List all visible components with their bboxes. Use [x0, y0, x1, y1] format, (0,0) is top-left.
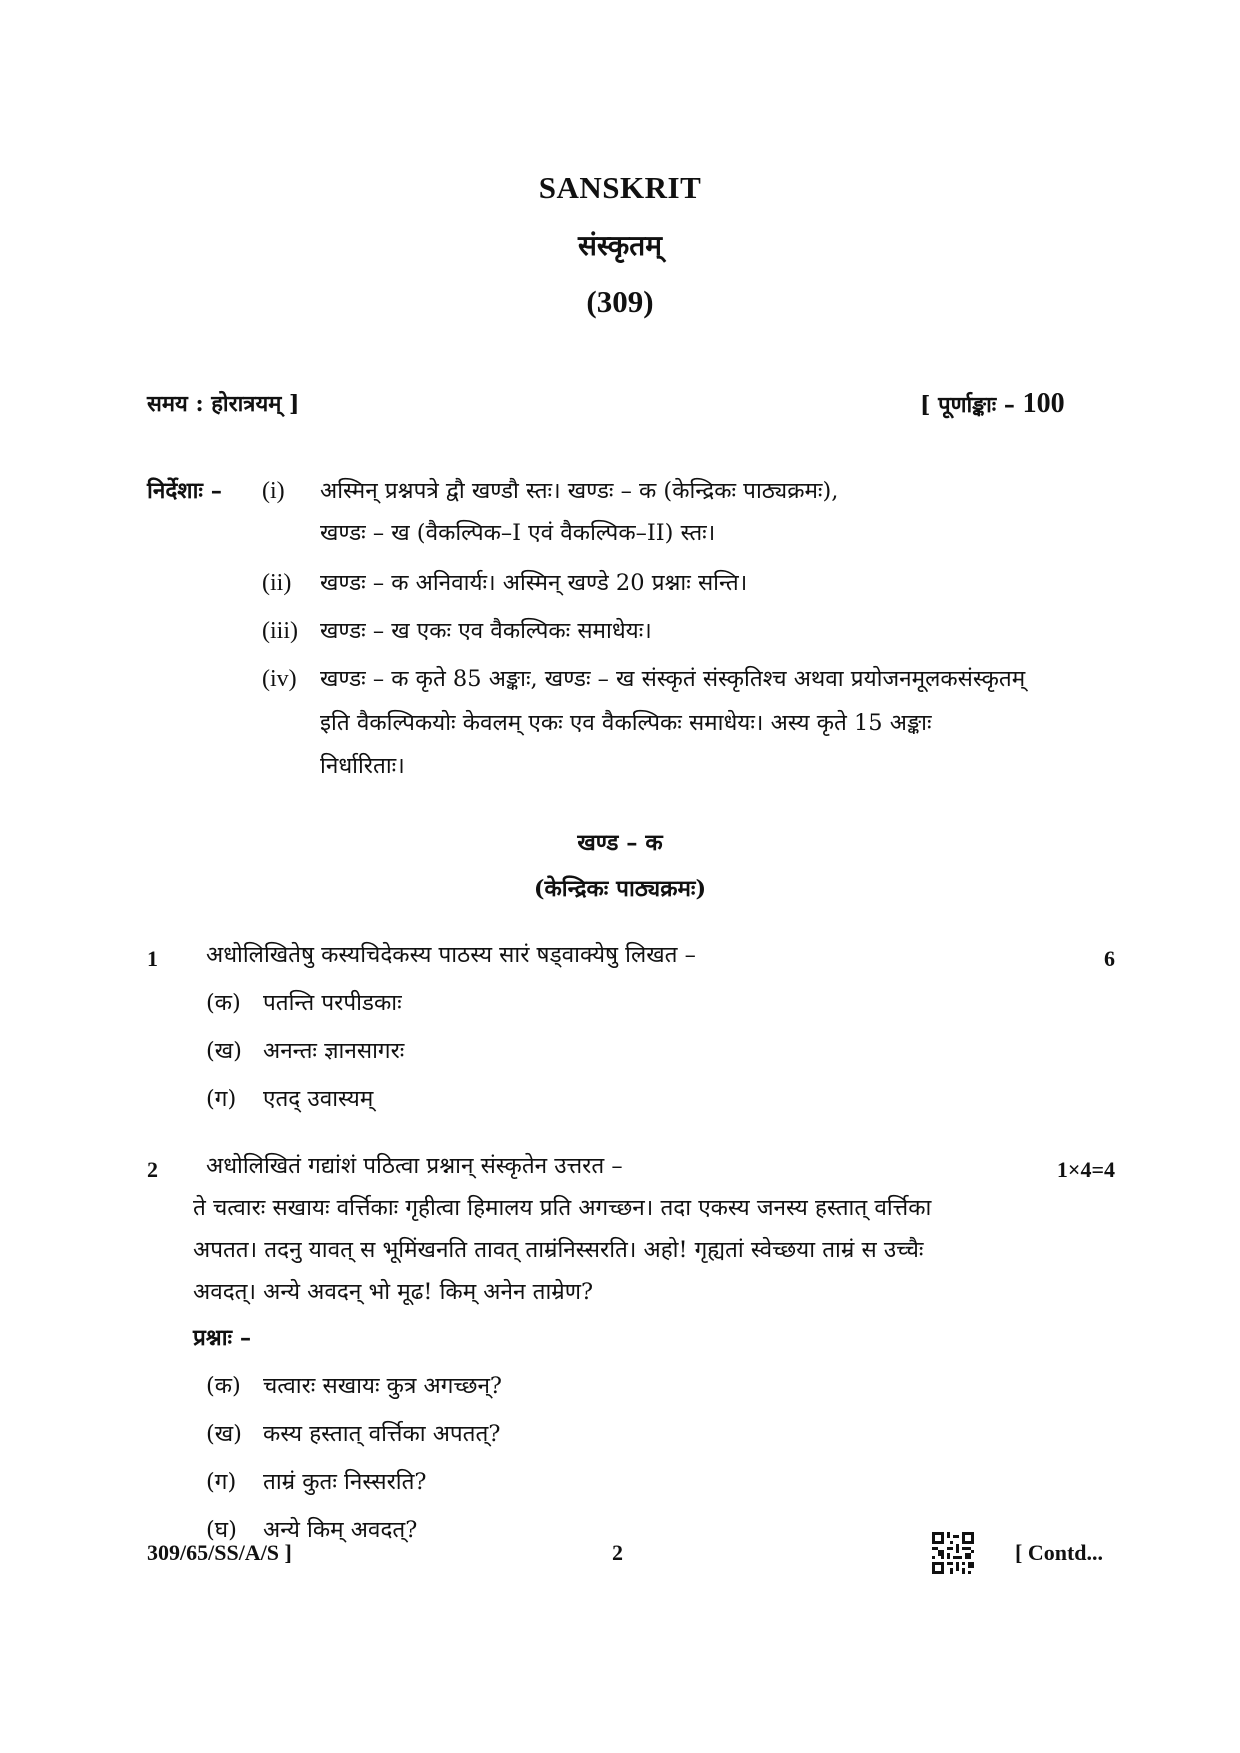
question-2-number: 2: [147, 1157, 158, 1182]
question-2-option-label: (घ): [206, 1517, 237, 1543]
question-1-text: अधोलिखितेषु कस्यचिदेकस्य पाठस्य सारं षड्वाक्येषु लिखत –: [206, 942, 696, 968]
question-2-option-text: ताम्रं कुतः निस्सरति?: [263, 1469, 427, 1495]
full-marks-value: 100: [1022, 388, 1065, 419]
passage-line: अपतत। तदनु यावत् स भूमिंखनति तावत् ताम्रंनिस्सरति। अहो! गृह्यतां स्वेच्छया ताम्रं स उच्चैः: [193, 1237, 924, 1263]
instruction-3-line-1: खण्डः – ख एकः एव वैकल्पिकः समाधेयः।: [320, 618, 652, 644]
instructions-label: निर्देशाः –: [147, 478, 223, 504]
question-2-text: अधोलिखितं गद्यांशं पठित्वा प्रश्नान् संस्कृतेन उत्तरत –: [206, 1153, 623, 1179]
paper-code: 309/65/SS/A/S ]: [147, 1540, 292, 1565]
section-subtitle: (केन्द्रिकः पाठ्यक्रमः): [533, 876, 707, 902]
full-marks: [920, 388, 1065, 420]
instruction-1-line-1: अस्मिन् प्रश्नपत्रे द्वौ खण्डौ स्तः। खण्डः – क (केन्द्रिकः पाठ्यक्रमः),: [320, 478, 839, 504]
question-1-option-label: (ग): [206, 1086, 237, 1112]
passage-line: ते चत्वारः सखायः वर्त्तिकाः गृहीत्वा हिमालय प्रति अगच्छन। तदा एकस्य जनस्य हस्तात् वर्त्तिका: [193, 1195, 932, 1221]
question-2-option-label: (ख): [206, 1421, 242, 1447]
section-title: खण्ड – क: [577, 830, 663, 856]
question-1-number: 1: [147, 946, 158, 971]
instruction-4-line-1: खण्डः – क कृते 85 अङ्काः, खण्डः – ख संस्कृतं संस्कृतिश्च अथवा प्रयोजनमूलकसंस्कृतम्: [320, 666, 1026, 692]
question-2-option-label: (ग): [206, 1469, 237, 1495]
page-number: 2: [612, 1540, 623, 1565]
passage-line: अवदत्। अन्ये अवदन् भो मूढ! किम् अनेन ताम्रेण?: [193, 1279, 594, 1305]
question-1-option-text: अनन्तः ज्ञानसागरः: [263, 1038, 405, 1064]
question-2-option-label: (क): [206, 1373, 241, 1399]
continued-label: [ Contd...: [1015, 1540, 1104, 1565]
question-1-option-text: एतद् उवास्यम्: [263, 1086, 374, 1112]
instruction-4-line-3: निर्धारिताः।: [320, 753, 405, 779]
subject-code: (309): [586, 284, 654, 319]
question-2-option-text: अन्ये किम् अवदत्?: [263, 1517, 418, 1543]
question-1-option-label: (ख): [206, 1038, 242, 1064]
qr-code-icon: [932, 1532, 974, 1574]
instruction-4-line-2: इति वैकल्पिकयोः केवलम् एकः एव वैकल्पिकः समाधेयः। अस्य कृते 15 अङ्काः: [320, 710, 932, 736]
question-2-option-text: चत्वारः सखायः कुत्र अगच्छन्?: [263, 1373, 502, 1399]
instruction-2-line-1: खण्डः – क अनिवार्यः। अस्मिन् खण्डे 20 प्रश्नाः सन्ति।: [320, 570, 748, 596]
instruction-3-num: (iii): [262, 618, 298, 644]
instruction-1-num: (i): [262, 478, 285, 504]
instruction-4-num: (iv): [262, 666, 297, 692]
subject-title-sanskrit: संस्कृतम्: [577, 229, 663, 262]
question-2-marks: 1×4=4: [1056, 1157, 1115, 1182]
instruction-1-line-2: खण्डः – ख (वैकल्पिक–I एवं वैकल्पिक–II) स्तः।: [320, 520, 716, 546]
questions-sub-label: प्रश्नाः –: [193, 1325, 252, 1351]
question-1-option-label: (क): [206, 990, 241, 1016]
question-1-option-text: पतन्ति परपीडकाः: [263, 990, 402, 1016]
full-marks-label: [ पूर्णाङ्काः –: [920, 392, 1015, 418]
question-1-marks: 6: [1104, 946, 1115, 971]
question-2-option-text: कस्य हस्तात् वर्त्तिका अपतत्?: [263, 1421, 501, 1447]
time-label: समय : होरात्रयम् ]: [147, 391, 300, 417]
instruction-2-num: (ii): [262, 570, 292, 596]
subject-title-english: SANSKRIT: [538, 170, 702, 205]
